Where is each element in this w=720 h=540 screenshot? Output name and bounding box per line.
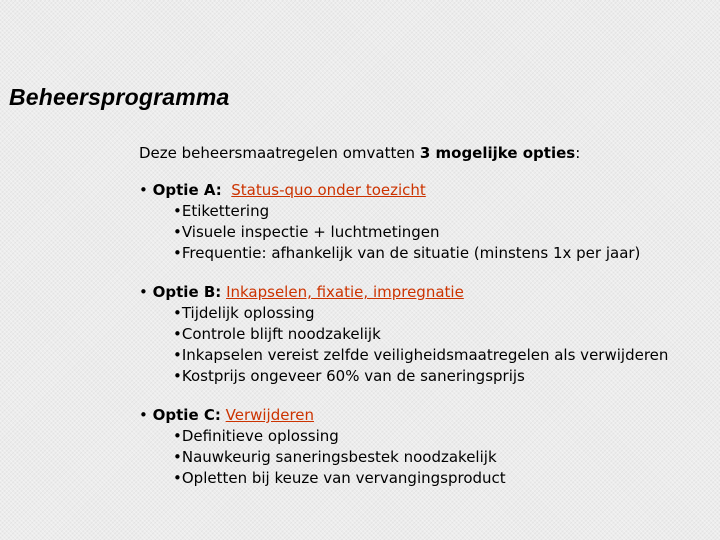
slide-content xyxy=(139,143,714,507)
option-c-heading xyxy=(139,405,714,426)
option-c-label: Optie C: xyxy=(152,406,221,424)
slide-title: Beheersprogramma xyxy=(9,84,230,110)
option-c-link[interactable]: Verwijderen xyxy=(225,406,315,424)
bullet-icon: • xyxy=(139,181,148,199)
list-item: • Tijdelijk oplossing xyxy=(173,303,714,324)
intro-text xyxy=(139,143,714,164)
intro-text-after: : xyxy=(575,144,581,162)
option-c xyxy=(139,405,714,489)
option-b-list xyxy=(139,303,714,387)
option-b-link[interactable]: Inkapselen, fixatie, impregnatie xyxy=(226,283,464,301)
option-b-heading xyxy=(139,282,714,303)
bullet-icon: • xyxy=(139,283,148,301)
list-item: • Frequentie: afhankelijk van de situatie (minstens 1x per jaar) xyxy=(173,243,714,264)
bullet-icon: • xyxy=(139,406,148,424)
option-b xyxy=(139,282,714,387)
option-a-label: Optie A: xyxy=(152,181,222,199)
list-item: • Inkapselen vereist zelfde veiligheidsmaatregelen als verwijderen xyxy=(173,345,714,366)
list-item: • Visuele inspectie + luchtmetingen xyxy=(173,222,714,243)
list-item: • Opletten bij keuze van vervangingsproduct xyxy=(173,468,714,489)
list-item: • Definitieve oplossing xyxy=(173,426,714,447)
intro-text-before: Deze beheersmaatregelen omvatten xyxy=(139,144,420,162)
intro-bold: 3 mogelijke opties xyxy=(419,144,576,162)
list-item: • Controle blijft noodzakelijk xyxy=(173,324,714,345)
list-item: • Nauwkeurig saneringsbestek noodzakelijk xyxy=(173,447,714,468)
list-item: • Kostprijs ongeveer 60% van de saneringsprijs xyxy=(173,366,714,387)
option-c-list xyxy=(139,426,714,489)
option-a-link[interactable]: Status-quo onder toezicht xyxy=(231,181,426,199)
option-b-label: Optie B: xyxy=(152,283,222,301)
option-a-heading xyxy=(139,180,714,201)
option-a-list xyxy=(139,201,714,264)
option-a xyxy=(139,180,714,264)
option-a-spacer xyxy=(222,181,232,199)
list-item: • Etikettering xyxy=(173,201,714,222)
